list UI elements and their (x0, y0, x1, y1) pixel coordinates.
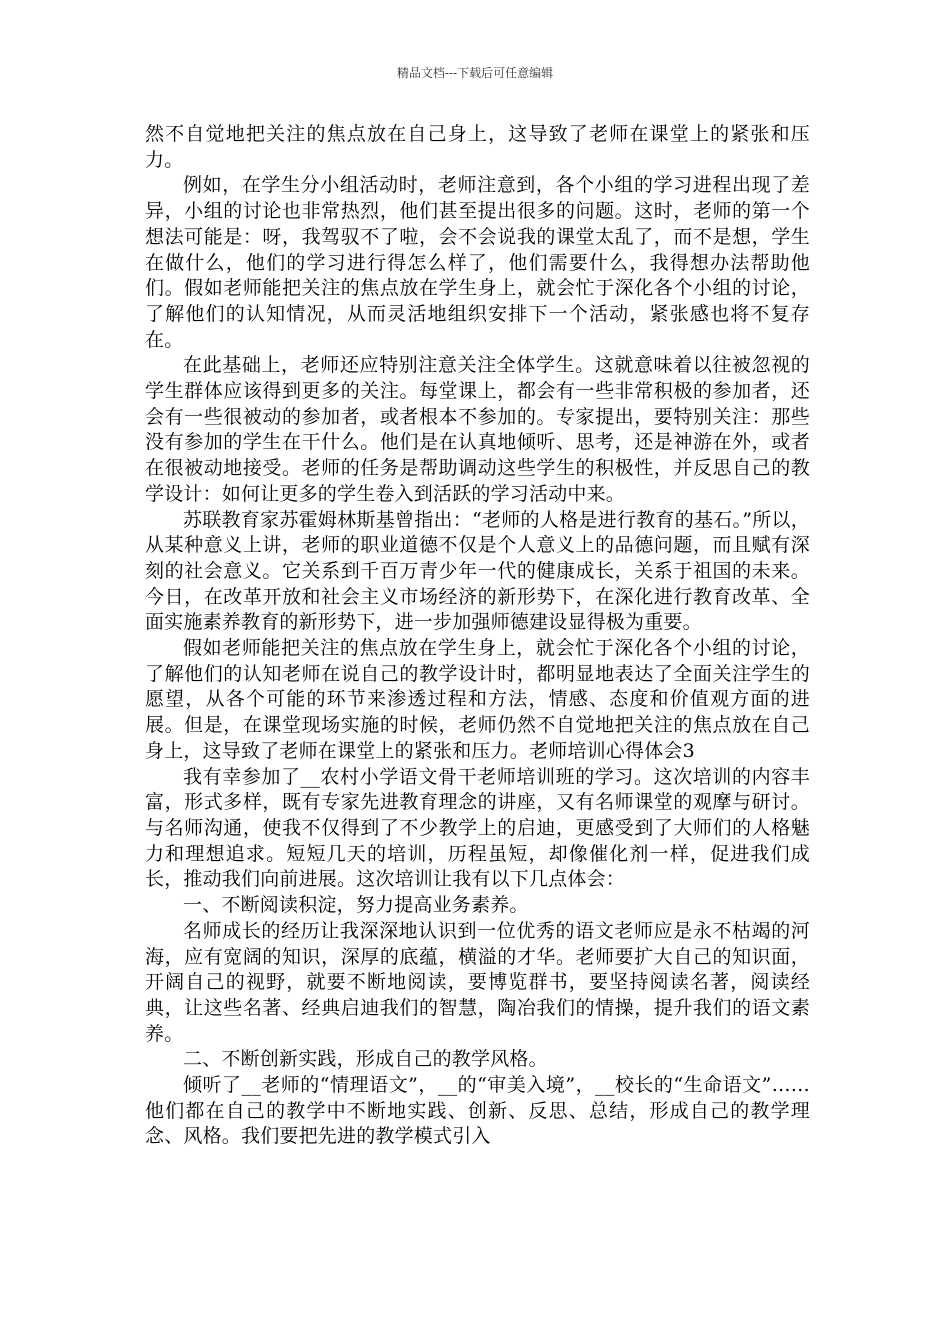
paragraph: 名师成长的经历让我深深地认识到一位优秀的语文老师应是永不枯竭的河海，应有宽阔的知识，深厚的底蕴，横溢的才华。老师要扩大自己的知识面，开阔自己的视野，就要不断地阅读，要博览群书，要坚持阅读名著，阅读经典，让这些名著、经典启迪我们的智慧，陶冶我们的情操，提升我们的语文素养。 (145, 919, 810, 1045)
document-body (145, 122, 810, 1150)
paragraph: 在此基础上，老师还应特别注意关注全体学生。这就意味着以往被忽视的学生群体应该得到更多的关注。每堂课上，都会有一些非常积极的参加者，还会有一些很被动的参加者，或者根本不参加的。专家提出，要特别关注：那些没有参加的学生在干什么。他们是在认真地倾听、思考，还是神游在外，或者在很被动地接受。老师的任务是帮助调动这些学生的积极性，并反思自己的教学设计：如何让更多的学生卷入到活跃的学习活动中来。 (145, 354, 810, 505)
page-header: 精品文档---下载后可任意编辑 (396, 66, 554, 80)
section-heading: 一、不断阅读积淀，努力提高业务素养。 (183, 894, 529, 917)
paragraph: 我有幸参加了__农村小学语文骨干老师培训班的学习。这次培训的内容丰富，形式多样，既有专家先进教育理念的讲座，又有名师课堂的观摩与研讨。与名师沟通，使我不仅得到了不少教学上的启迪，更感受到了大师们的人格魅力和理想追求。短短几天的培训，历程虽短，却像催化剂一样，促进我们成长，推动我们向前进展。这次培训让我有以下几点体会： (145, 765, 810, 891)
paragraph-continuation: 然不自觉地把关注的焦点放在自己身上，这导致了老师在课堂上的紧张和压力。 (145, 123, 810, 171)
paragraph: 苏联教育家苏霍姆林斯基曾指出：“老师的人格是进行教育的基石。”所以，从某种意义上讲，老师的职业道德不仅是个人意义上的品德问题，而且赋有深刻的社会意义。它关系到千百万青少年一代的健康成长，关系于祖国的未来。今日，在改革开放和社会主义市场经济的新形势下，在深化进行教育改革、全面实施素养教育的新形势下，进一步加强师德建设显得极为重要。 (145, 508, 810, 634)
section-heading: 二、不断创新实践，形成自己的教学风格。 (183, 1048, 548, 1071)
paragraph: 假如老师能把关注的焦点放在学生身上，就会忙于深化各个小组的讨论，了解他们的认知老师在说自己的教学设计时，都明显地表达了全面关注学生的愿望，从各个可能的环节来渗透过程和方法，情感、态度和价值观方面的进展。但是，在课堂现场实施的时候，老师仍然不自觉地把关注的焦点放在自己身上，这导致了老师在课堂上的紧张和压力。老师培训心得体会3 (145, 637, 810, 762)
paragraph: 倾听了__老师的“情理语文”，__的“审美入境”，__校长的“生命语文”……他们都在自己的教学中不断地实践、创新、反思、总结，形成自己的教学理念、风格。我们要把先进的教学模式引入 (145, 1074, 810, 1148)
paragraph: 例如，在学生分小组活动时，老师注意到，各个小组的学习进程出现了差异，小组的讨论也非常热烈，他们甚至提出很多的问题。这时，老师的第一个想法可能是：呀，我驾驭不了啦，会不会说我的课堂太乱了，而不是想，学生在做什么，他们的学习进行得怎么样了，他们需要什么，我得想办法帮助他们。假如老师能把关注的焦点放在学生身上，就会忙于深化各个小组的讨论，了解他们的认知情况，从而灵活地组织安排下一个活动，紧张感也将不复存在。 (145, 174, 810, 351)
